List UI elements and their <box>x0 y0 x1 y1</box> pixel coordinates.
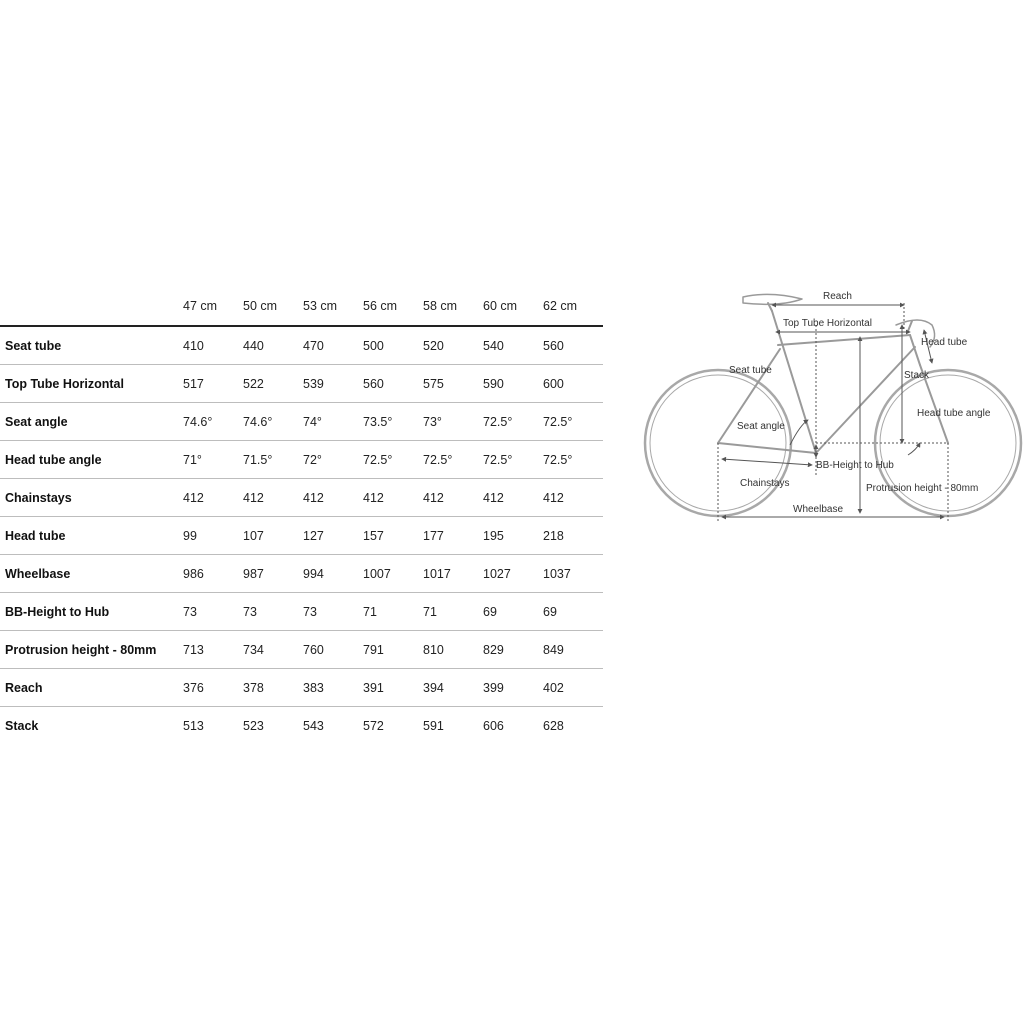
size-header-47cm: 47 cm <box>183 287 243 326</box>
label-bb-height: BB-Height to Hub <box>816 460 894 471</box>
table-cell: 72.5° <box>543 441 603 479</box>
table-cell: 572 <box>363 718 384 733</box>
size-header-62cm: 62 cm <box>543 287 603 326</box>
label-head-tube-angle: Head tube angle <box>917 408 991 419</box>
table-cell: 127 <box>303 517 363 555</box>
table-cell: 107 <box>243 517 303 555</box>
row-label: Head tube <box>0 517 183 555</box>
table-cell: 73 <box>303 593 363 631</box>
table-cell: 391 <box>363 669 423 707</box>
table-cell: 73 <box>183 593 243 631</box>
header-row <box>0 287 603 326</box>
table-cell: 540 <box>483 326 543 365</box>
table-row <box>0 593 603 631</box>
row-label: Chainstays <box>0 479 183 517</box>
label-chainstays: Chainstays <box>740 478 790 489</box>
table-cell: 376 <box>183 669 243 707</box>
corner-cell <box>0 287 183 326</box>
table-cell: 157 <box>363 517 423 555</box>
table-cell: 713 <box>183 631 243 669</box>
table-cell: 575 <box>423 365 483 403</box>
table-cell: 72° <box>303 441 363 479</box>
table-cell: 600 <box>543 365 603 403</box>
table-row <box>0 631 603 669</box>
table-cell: 606 <box>483 718 504 733</box>
table-cell: 71° <box>183 441 243 479</box>
table-cell: 410 <box>183 326 243 365</box>
row-label: BB-Height to Hub <box>0 593 183 631</box>
table-cell: 177 <box>423 517 483 555</box>
table-cell: 73 <box>243 593 303 631</box>
table-cell: 517 <box>183 365 243 403</box>
table-cell: 412 <box>243 479 303 517</box>
table-cell: 734 <box>243 631 303 669</box>
table-cell: 72.5° <box>423 441 483 479</box>
geometry-table <box>0 287 603 744</box>
bike-geometry-diagram <box>640 285 1024 525</box>
table-cell: 378 <box>243 669 303 707</box>
table-cell: 470 <box>303 326 363 365</box>
table-cell: 412 <box>303 479 363 517</box>
table-cell: 810 <box>423 631 483 669</box>
table-cell: 513 <box>183 718 204 733</box>
table-cell: 218 <box>543 517 603 555</box>
row-label: Head tube angle <box>0 441 183 479</box>
table-cell: 402 <box>543 669 603 707</box>
table-cell: 522 <box>243 365 303 403</box>
table-cell: 412 <box>543 479 603 517</box>
size-header-53cm: 53 cm <box>303 287 363 326</box>
table-cell: 1037 <box>543 555 603 593</box>
table-row <box>0 555 603 593</box>
table-cell: 791 <box>363 631 423 669</box>
table-cell: 72.5° <box>483 403 543 441</box>
table-cell: 399 <box>483 669 543 707</box>
table-row <box>0 365 603 403</box>
label-seat-angle: Seat angle <box>737 421 785 432</box>
table-cell: 99 <box>183 517 243 555</box>
table-cell: 394 <box>423 669 483 707</box>
table-cell: 412 <box>183 479 243 517</box>
label-stack: Stack <box>904 370 930 381</box>
table-cell: 560 <box>543 326 603 365</box>
geometry-table-header <box>0 287 603 326</box>
row-label: Seat tube <box>0 326 183 365</box>
table-cell: 383 <box>303 669 363 707</box>
table-cell: 73° <box>423 403 483 441</box>
table-row <box>0 669 603 707</box>
table-row <box>0 707 603 745</box>
table-cell: 590 <box>483 365 543 403</box>
table-cell: 523 <box>243 718 264 733</box>
table-cell: 829 <box>483 631 543 669</box>
table-cell: 849 <box>543 631 603 669</box>
label-head-tube: Head tube <box>921 337 968 348</box>
table-row <box>0 403 603 441</box>
table-cell: 412 <box>363 479 423 517</box>
table-cell: 1027 <box>483 555 543 593</box>
table-cell: 412 <box>423 479 483 517</box>
row-label: Stack <box>5 718 39 733</box>
row-label: Seat angle <box>0 403 183 441</box>
table-cell: 987 <box>243 555 303 593</box>
row-label: Wheelbase <box>0 555 183 593</box>
table-cell: 560 <box>363 365 423 403</box>
table-cell: 69 <box>483 593 543 631</box>
table-row <box>0 479 603 517</box>
table-cell: 72.5° <box>543 403 603 441</box>
row-label: Reach <box>0 669 183 707</box>
table-cell: 73.5° <box>363 403 423 441</box>
table-cell: 74.6° <box>243 403 303 441</box>
table-cell: 69 <box>543 593 603 631</box>
table-row <box>0 517 603 555</box>
size-header-50cm: 50 cm <box>243 287 303 326</box>
table-cell: 195 <box>483 517 543 555</box>
row-label: Protrusion height - 80mm <box>0 631 183 669</box>
table-cell: 72.5° <box>483 441 543 479</box>
table-cell: 539 <box>303 365 363 403</box>
table-cell: 412 <box>483 479 543 517</box>
table-cell: 1017 <box>423 555 483 593</box>
geometry-table-body <box>0 326 603 744</box>
table-cell: 71.5° <box>243 441 303 479</box>
table-cell: 591 <box>423 718 444 733</box>
table-cell: 440 <box>243 326 303 365</box>
table-cell: 628 <box>543 718 564 733</box>
table-cell: 72.5° <box>363 441 423 479</box>
table-cell: 760 <box>303 631 363 669</box>
row-label: Top Tube Horizontal <box>0 365 183 403</box>
table-cell: 543 <box>303 718 324 733</box>
table-cell: 71 <box>423 593 483 631</box>
table-cell: 520 <box>423 326 483 365</box>
label-seat-tube: Seat tube <box>729 365 772 376</box>
table-cell: 986 <box>183 555 243 593</box>
table-cell: 1007 <box>363 555 423 593</box>
table-row <box>0 326 603 365</box>
label-protrusion: Protrusion height - 80mm <box>866 483 979 494</box>
size-header-58cm: 58 cm <box>423 287 483 326</box>
table-cell: 74° <box>303 403 363 441</box>
table-cell: 500 <box>363 326 423 365</box>
table-cell: 71 <box>363 593 423 631</box>
table-cell: 74.6° <box>183 403 243 441</box>
size-header-56cm: 56 cm <box>363 287 423 326</box>
label-top-tube: Top Tube Horizontal <box>783 318 872 329</box>
size-header-60cm: 60 cm <box>483 287 543 326</box>
table-row <box>0 441 603 479</box>
table-cell: 994 <box>303 555 363 593</box>
label-reach: Reach <box>823 291 852 302</box>
label-wheelbase: Wheelbase <box>793 504 844 515</box>
